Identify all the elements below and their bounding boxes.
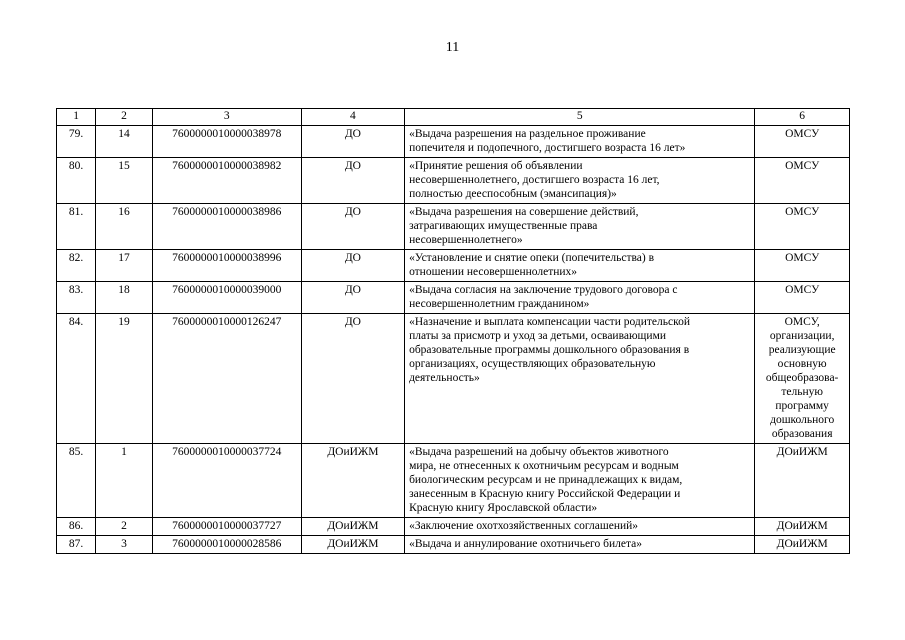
service-name-line: отношении несовершеннолетних» bbox=[409, 266, 578, 278]
provider-line: ОМСУ bbox=[785, 206, 820, 218]
sub-number-cell: 3 bbox=[96, 536, 153, 554]
sub-number-cell: 14 bbox=[96, 126, 153, 158]
row-number-cell: 84. bbox=[57, 314, 96, 444]
service-name-cell bbox=[405, 204, 755, 250]
registry-code-cell: 7600000010000037727 bbox=[152, 518, 301, 536]
header-cell: 2 bbox=[96, 109, 153, 126]
registry-code-cell: 7600000010000038986 bbox=[152, 204, 301, 250]
table-row bbox=[57, 314, 850, 444]
table-row bbox=[57, 518, 850, 536]
table-header-row bbox=[57, 109, 850, 126]
service-name-line: «Принятие решения об объявлении bbox=[409, 160, 583, 172]
provider-line: программу bbox=[775, 400, 829, 412]
provider-line: ОМСУ bbox=[785, 160, 820, 172]
sub-number-cell: 17 bbox=[96, 250, 153, 282]
service-name-line: занесенным в Красную книгу Российской Федерации и bbox=[409, 488, 681, 500]
service-name-line: «Выдача и аннулирование охотничьего билета» bbox=[409, 538, 642, 550]
provider-line: дошкольного bbox=[770, 414, 835, 426]
sub-number-cell: 15 bbox=[96, 158, 153, 204]
table-row bbox=[57, 444, 850, 518]
provider-line: ДОиИЖМ bbox=[776, 446, 828, 458]
service-name-line: полностью дееспособным (эмансипация)» bbox=[409, 188, 617, 200]
provider-line: реализующие bbox=[768, 344, 836, 356]
page-number: 11 bbox=[445, 40, 460, 55]
provider-cell bbox=[755, 126, 850, 158]
service-name-line: несовершеннолетним гражданином» bbox=[409, 298, 590, 310]
service-name-line: образовательные программы дошкольного образования в bbox=[409, 344, 690, 356]
table-row bbox=[57, 250, 850, 282]
service-name-line: «Заключение охотхозяйственных соглашений» bbox=[409, 520, 639, 532]
service-name-line: организациях, осуществляющих образовательную bbox=[409, 358, 656, 370]
sub-number-cell: 16 bbox=[96, 204, 153, 250]
sub-number-cell: 1 bbox=[96, 444, 153, 518]
provider-line: основную bbox=[777, 358, 827, 370]
service-name-line: платы за присмотр и уход за детьми, осваивающими bbox=[409, 330, 666, 342]
provider-cell bbox=[755, 314, 850, 444]
department-cell: ДОиИЖМ bbox=[301, 444, 404, 518]
header-cell: 1 bbox=[57, 109, 96, 126]
provider-line: организации, bbox=[769, 330, 835, 342]
provider-line: ДОиИЖМ bbox=[776, 538, 828, 550]
sub-number-cell: 2 bbox=[96, 518, 153, 536]
registry-code-cell: 7600000010000039000 bbox=[152, 282, 301, 314]
department-cell: ДО bbox=[301, 314, 404, 444]
service-name-line: «Установление и снятие опеки (попечительства) в bbox=[409, 252, 655, 264]
registry-code-cell: 7600000010000038982 bbox=[152, 158, 301, 204]
department-cell: ДОиИЖМ bbox=[301, 536, 404, 554]
provider-cell bbox=[755, 536, 850, 554]
provider-line: ДОиИЖМ bbox=[776, 520, 828, 532]
provider-line: ОМСУ bbox=[785, 284, 820, 296]
service-name-line: «Выдача разрешения на совершение действий, bbox=[409, 206, 639, 218]
header-cell: 4 bbox=[301, 109, 404, 126]
table-row bbox=[57, 204, 850, 250]
services-table bbox=[56, 108, 850, 554]
service-name-line: попечителя и подопечного, достигшего возраста 16 лет» bbox=[409, 142, 686, 154]
provider-cell bbox=[755, 204, 850, 250]
row-number-cell: 86. bbox=[57, 518, 96, 536]
row-number-cell: 80. bbox=[57, 158, 96, 204]
provider-cell bbox=[755, 518, 850, 536]
service-name-cell bbox=[405, 518, 755, 536]
row-number-cell: 79. bbox=[57, 126, 96, 158]
header-cell: 3 bbox=[152, 109, 301, 126]
registry-code-cell: 7600000010000038978 bbox=[152, 126, 301, 158]
table-row bbox=[57, 158, 850, 204]
row-number-cell: 85. bbox=[57, 444, 96, 518]
provider-cell bbox=[755, 158, 850, 204]
provider-line: ОМСУ, bbox=[784, 316, 820, 328]
provider-line: общеобразова- bbox=[765, 372, 839, 384]
service-name-line: затрагивающих имущественные права bbox=[409, 220, 598, 232]
row-number-cell: 81. bbox=[57, 204, 96, 250]
header-cell: 6 bbox=[755, 109, 850, 126]
provider-cell bbox=[755, 282, 850, 314]
provider-cell bbox=[755, 250, 850, 282]
table-row bbox=[57, 536, 850, 554]
provider-line: ОМСУ bbox=[785, 128, 820, 140]
service-name-cell bbox=[405, 282, 755, 314]
service-name-cell bbox=[405, 536, 755, 554]
service-name-line: биологическим ресурсам и не принадлежащих к видам, bbox=[409, 474, 683, 486]
row-number-cell: 87. bbox=[57, 536, 96, 554]
department-cell: ДО bbox=[301, 282, 404, 314]
header-cell: 5 bbox=[405, 109, 755, 126]
service-name-line: мира, не отнесенных к охотничьим ресурсам и водным bbox=[409, 460, 679, 472]
department-cell: ДОиИЖМ bbox=[301, 518, 404, 536]
service-name-cell bbox=[405, 250, 755, 282]
service-name-cell bbox=[405, 158, 755, 204]
provider-line: ОМСУ bbox=[785, 252, 820, 264]
provider-line: образования bbox=[771, 428, 833, 440]
service-name-cell bbox=[405, 314, 755, 444]
service-name-line: «Выдача разрешения на раздельное проживание bbox=[409, 128, 646, 140]
row-number-cell: 83. bbox=[57, 282, 96, 314]
sub-number-cell: 18 bbox=[96, 282, 153, 314]
service-name-line: несовершеннолетнего» bbox=[409, 234, 523, 246]
table-row bbox=[57, 282, 850, 314]
provider-cell bbox=[755, 444, 850, 518]
service-name-line: «Выдача согласия на заключение трудового договора с bbox=[409, 284, 678, 296]
service-name-line: несовершеннолетнего, достигшего возраста 16 лет, bbox=[409, 174, 660, 186]
department-cell: ДО bbox=[301, 250, 404, 282]
service-name-line: «Выдача разрешений на добычу объектов животного bbox=[409, 446, 669, 458]
department-cell: ДО bbox=[301, 158, 404, 204]
row-number-cell: 82. bbox=[57, 250, 96, 282]
service-name-cell bbox=[405, 126, 755, 158]
service-name-line: деятельность» bbox=[409, 372, 480, 384]
registry-code-cell: 7600000010000126247 bbox=[152, 314, 301, 444]
provider-line: тельную bbox=[781, 386, 823, 398]
registry-code-cell: 7600000010000028586 bbox=[152, 536, 301, 554]
table-row bbox=[57, 126, 850, 158]
department-cell: ДО bbox=[301, 204, 404, 250]
department-cell: ДО bbox=[301, 126, 404, 158]
service-name-cell bbox=[405, 444, 755, 518]
registry-code-cell: 7600000010000038996 bbox=[152, 250, 301, 282]
service-name-line: Красную книгу Ярославской области» bbox=[409, 502, 598, 514]
sub-number-cell: 19 bbox=[96, 314, 153, 444]
service-name-line: «Назначение и выплата компенсации части родительской bbox=[409, 316, 691, 328]
registry-code-cell: 7600000010000037724 bbox=[152, 444, 301, 518]
